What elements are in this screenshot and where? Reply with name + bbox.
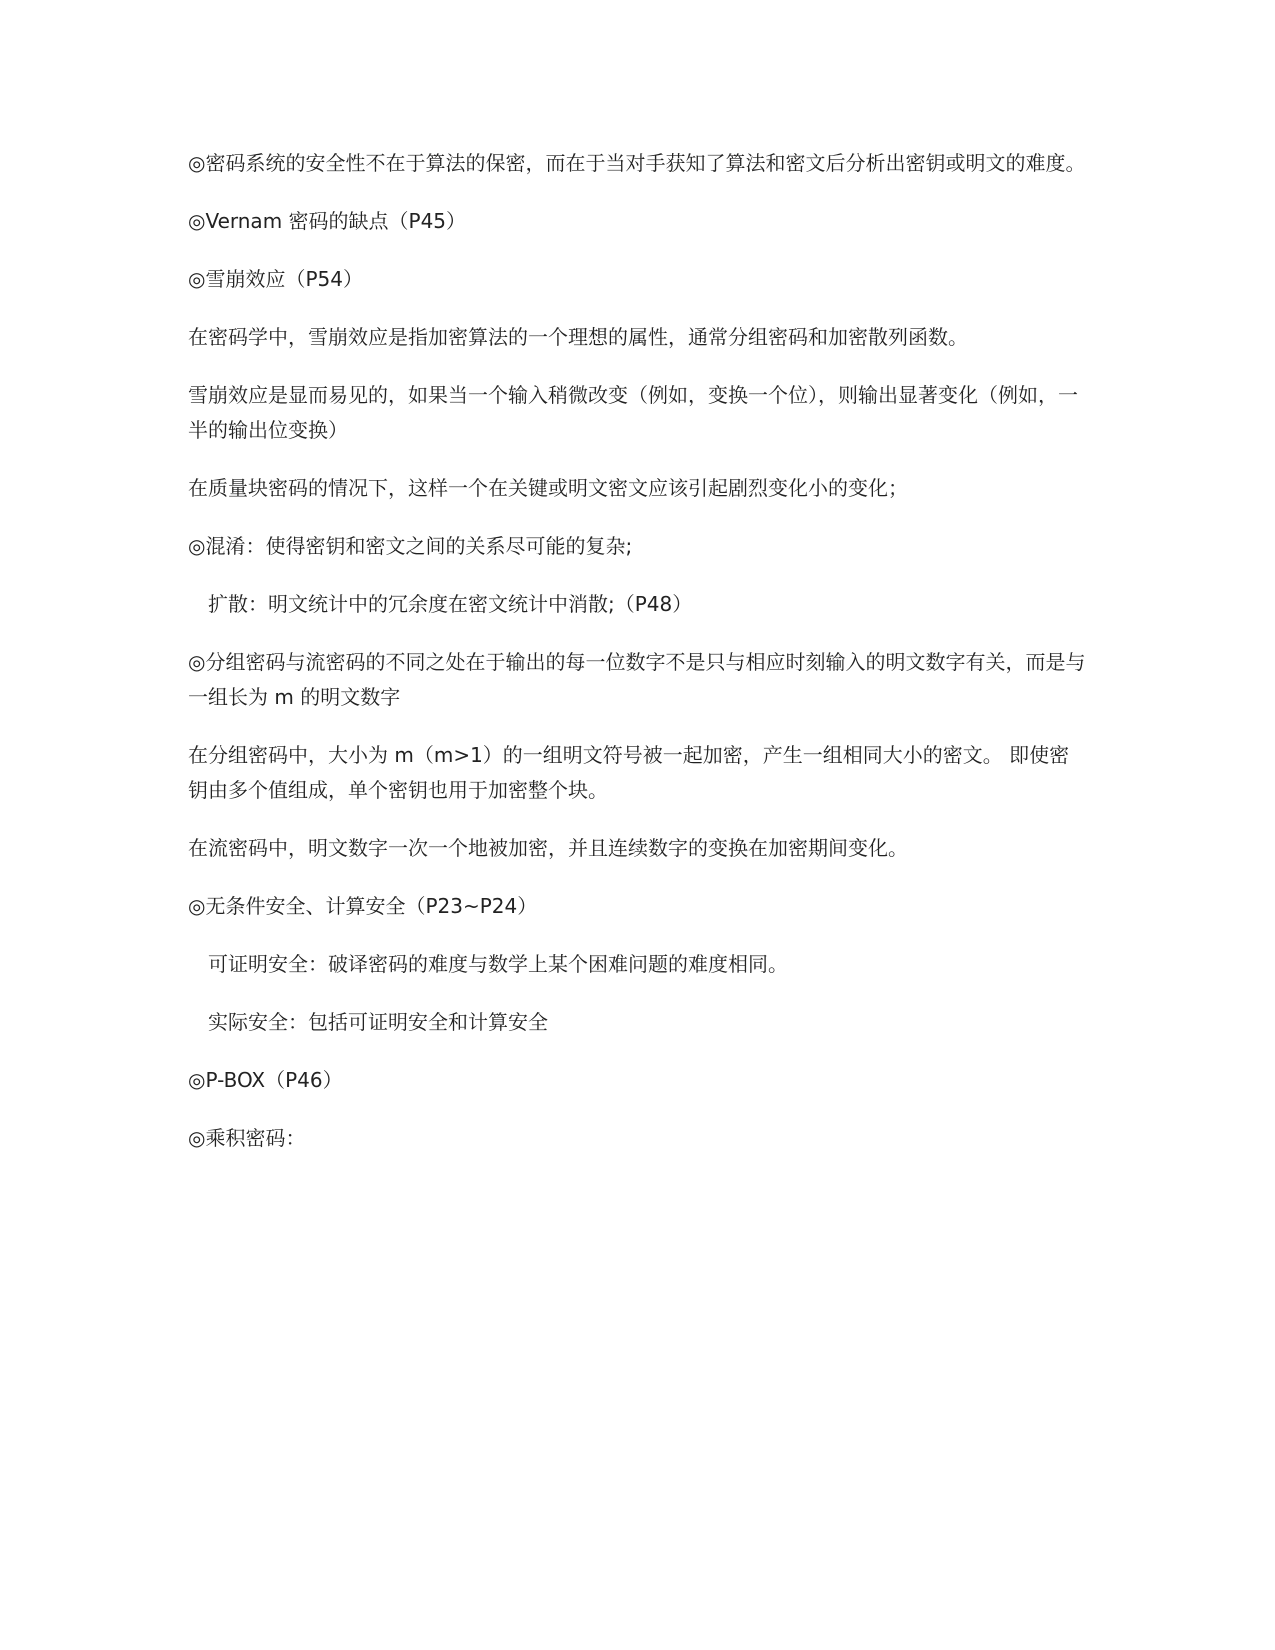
paragraph-security-principle: ◎密码系统的安全性不在于算法的保密，而在于当对手获知了算法和密文后分析出密钥或明文的难度。 [188, 151, 1086, 175]
heading-product-cipher: ◎乘积密码： [188, 1126, 306, 1150]
paragraph-practical-security: 实际安全：包括可证明安全和计算安全 [208, 1010, 548, 1034]
paragraph-avalanche-example: 雪崩效应是显而易见的，如果当一个输入稍微改变（例如，变换一个位），则输出显著变化（例如，一半的输出位变换） [188, 383, 1078, 442]
paragraph-avalanche-definition: 在密码学中，雪崩效应是指加密算法的一个理想的属性，通常分组密码和加密散列函数。 [188, 325, 968, 349]
paragraph-provable-security: 可证明安全：破译密码的难度与数学上某个困难问题的难度相同。 [208, 952, 788, 976]
paragraph-stream-cipher: 在流密码中，明文数字一次一个地被加密，并且连续数字的变换在加密期间变化。 [188, 836, 908, 860]
paragraph-diffusion: 扩散：明文统计中的冗余度在密文统计中消散;（P48） [208, 592, 693, 616]
paragraph-confusion: ◎混淆：使得密钥和密文之间的关系尽可能的复杂; [188, 534, 633, 558]
paragraph-block-cipher-case: 在质量块密码的情况下，这样一个在关键或明文密文应该引起剧烈变化小的变化； [188, 476, 908, 500]
document-body [188, 146, 1088, 1179]
heading-vernam: ◎Vernam 密码的缺点（P45） [188, 209, 467, 233]
heading-security-types: ◎无条件安全、计算安全（P23~P24） [188, 894, 538, 918]
paragraph-block-cipher: 在分组密码中，大小为 m（m>1）的一组明文符号被一起加密，产生一组相同大小的密文。 即使密钥由多个值组成，单个密钥也用于加密整个块。 [188, 743, 1070, 802]
heading-p-box: ◎P-BOX（P46） [188, 1068, 343, 1092]
paragraph-block-vs-stream: ◎分组密码与流密码的不同之处在于输出的每一位数字不是只与相应时刻输入的明文数字有关，而是与一组长为 m 的明文数字 [188, 650, 1086, 709]
heading-avalanche: ◎雪崩效应（P54） [188, 267, 363, 291]
